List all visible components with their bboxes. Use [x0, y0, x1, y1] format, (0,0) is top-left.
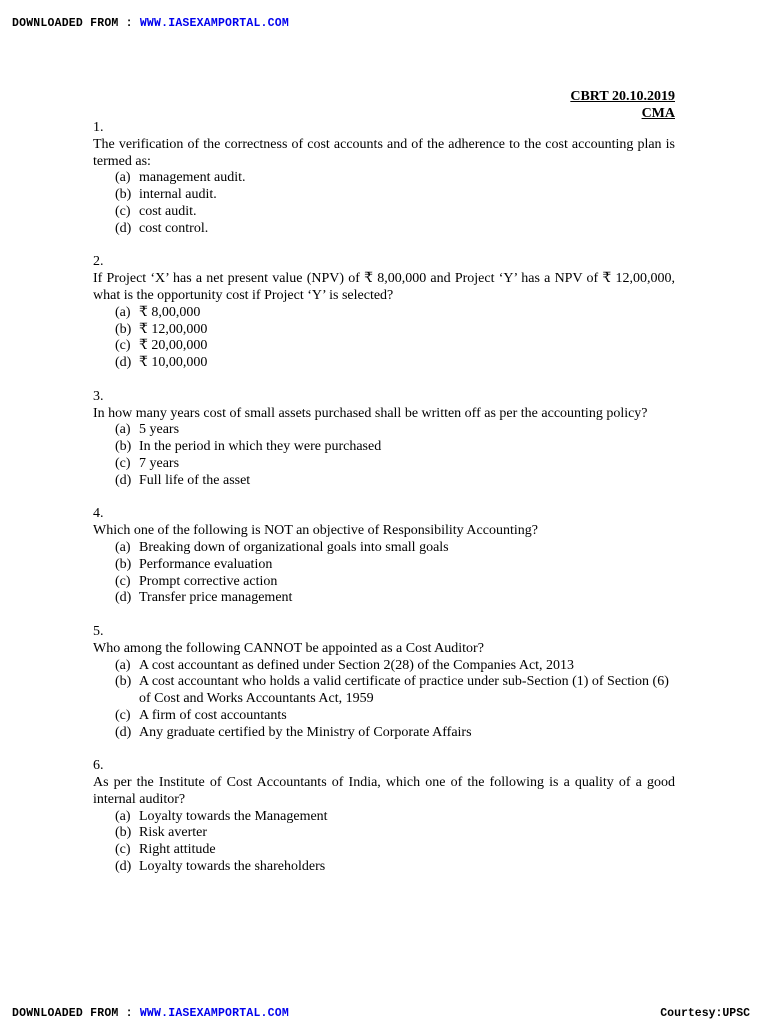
option-label: (b) — [115, 556, 132, 572]
option-item — [93, 658, 675, 675]
option-item — [93, 859, 675, 876]
option-item — [93, 590, 675, 607]
download-banner-top — [12, 17, 289, 30]
question-text: In how many years cost of small assets purchased shall be written off as per the accounting policy? — [93, 405, 648, 421]
question-item — [93, 624, 675, 742]
option-text: A firm of cost accountants — [139, 707, 287, 723]
option-item — [93, 305, 675, 322]
question-item — [93, 120, 675, 238]
option-text: cost control. — [139, 220, 209, 236]
exam-code: CBRT 20.10.2019 — [570, 89, 675, 104]
option-item — [93, 574, 675, 591]
option-item — [93, 204, 675, 221]
option-list — [93, 422, 675, 489]
question-list — [93, 120, 675, 893]
question-number: 6. — [93, 758, 104, 774]
option-item — [93, 322, 675, 339]
download-banner-bottom — [12, 1007, 289, 1020]
option-label: (c) — [115, 203, 131, 219]
exam-subject: CMA — [641, 106, 675, 121]
option-item — [93, 540, 675, 557]
option-text: ₹ 12,00,000 — [139, 321, 208, 337]
banner-prefix: DOWNLOADED FROM : — [12, 1007, 140, 1020]
question-number: 3. — [93, 388, 104, 404]
question-number: 5. — [93, 623, 104, 639]
option-text: internal audit. — [139, 187, 217, 203]
option-text: cost audit. — [139, 203, 197, 219]
option-label: (c) — [115, 707, 131, 723]
option-label: (b) — [115, 825, 132, 841]
option-item — [93, 809, 675, 826]
option-list — [93, 170, 675, 237]
option-text: Prompt corrective action — [139, 573, 278, 589]
option-item — [93, 674, 675, 708]
option-label: (d) — [115, 220, 132, 236]
option-item — [93, 439, 675, 456]
option-label: (a) — [115, 539, 131, 555]
question-number: 2. — [93, 254, 104, 270]
option-item — [93, 557, 675, 574]
banner-url-link[interactable]: WWW.IASEXAMPORTAL.COM — [139, 17, 289, 30]
question-text: As per the Institute of Cost Accountants of India, which one of the following is a quality of a good internal auditor? — [93, 775, 675, 807]
option-label: (c) — [115, 573, 131, 589]
option-text: ₹ 8,00,000 — [139, 304, 201, 320]
option-label: (a) — [115, 304, 131, 320]
exam-header — [570, 88, 675, 122]
option-text: Risk averter — [139, 825, 208, 841]
option-label: (a) — [115, 657, 131, 673]
option-text: In the period in which they were purchased — [139, 439, 382, 455]
option-text: Any graduate certified by the Ministry of Corporate Affairs — [139, 724, 472, 740]
option-text: Loyalty towards the shareholders — [139, 859, 326, 875]
option-label: (b) — [115, 439, 132, 455]
option-text: ₹ 20,00,000 — [139, 338, 208, 354]
option-text: Performance evaluation — [139, 556, 273, 572]
option-label: (b) — [115, 187, 132, 203]
option-item — [93, 825, 675, 842]
option-text: A cost accountant as defined under Section 2(28) of the Companies Act, 2013 — [139, 657, 575, 673]
option-label: (a) — [115, 422, 131, 438]
question-text: Who among the following CANNOT be appointed as a Cost Auditor? — [93, 640, 484, 656]
option-item — [93, 725, 675, 742]
option-text: Breaking down of organizational goals into small goals — [139, 539, 449, 555]
option-item — [93, 187, 675, 204]
question-item — [93, 254, 675, 372]
option-label: (b) — [115, 674, 132, 690]
option-text: A cost accountant who holds a valid certificate of practice under sub-Section (1) of Section (6) of Cost and Works Accountants Act, 1959 — [139, 674, 669, 707]
option-item — [93, 170, 675, 187]
option-text: 5 years — [139, 422, 180, 438]
option-text: Loyalty towards the Management — [139, 808, 328, 824]
question-item — [93, 389, 675, 490]
option-label: (c) — [115, 455, 131, 471]
option-label: (d) — [115, 724, 132, 740]
option-label: (b) — [115, 321, 132, 337]
option-item — [93, 338, 675, 355]
courtesy-label: Courtesy:UPSC — [660, 1007, 750, 1020]
option-label: (d) — [115, 859, 132, 875]
question-number: 4. — [93, 506, 104, 522]
option-item — [93, 221, 675, 238]
option-label: (d) — [115, 355, 132, 371]
option-label: (d) — [115, 472, 132, 488]
option-list — [93, 540, 675, 607]
option-item — [93, 422, 675, 439]
option-item — [93, 473, 675, 490]
option-list — [93, 658, 675, 742]
option-text: ₹ 10,00,000 — [139, 355, 208, 371]
option-item — [93, 355, 675, 372]
option-label: (a) — [115, 170, 131, 186]
banner-url-link[interactable]: WWW.IASEXAMPORTAL.COM — [139, 1007, 289, 1020]
option-list — [93, 305, 675, 372]
question-item — [93, 506, 675, 607]
question-item — [93, 758, 675, 876]
option-label: (c) — [115, 338, 131, 354]
option-label: (c) — [115, 842, 131, 858]
option-item — [93, 708, 675, 725]
banner-prefix: DOWNLOADED FROM : — [12, 17, 140, 30]
option-text: Right attitude — [139, 842, 216, 858]
question-text: The verification of the correctness of cost accounts and of the adherence to the cost accounting plan is termed as: — [93, 136, 675, 169]
option-item — [93, 456, 675, 473]
question-text: If Project ‘X’ has a net present value (NPV) of ₹ 8,00,000 and Project ‘Y’ has a NPV of ₹ 12,00,000, what is the opportunity cost if Project ‘Y’ is selected? — [93, 271, 675, 303]
option-text: 7 years — [139, 455, 180, 471]
question-number: 1. — [93, 120, 104, 135]
option-text: Full life of the asset — [139, 472, 251, 488]
option-text: management audit. — [139, 170, 246, 186]
question-text: Which one of the following is NOT an objective of Responsibility Accounting? — [93, 523, 538, 539]
option-text: Transfer price management — [139, 590, 293, 606]
option-label: (d) — [115, 590, 132, 606]
option-item — [93, 842, 675, 859]
option-label: (a) — [115, 808, 131, 824]
option-list — [93, 809, 675, 876]
